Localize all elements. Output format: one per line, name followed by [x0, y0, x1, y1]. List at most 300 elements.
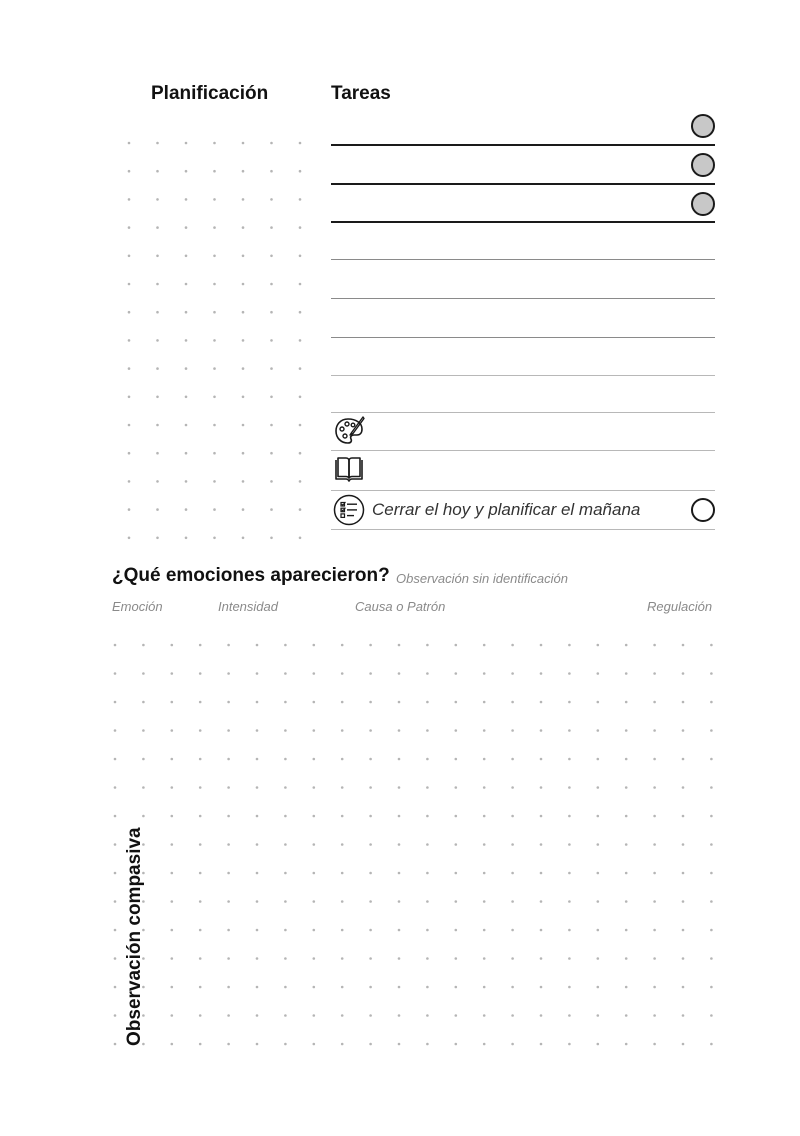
- grid-dot: [299, 480, 302, 483]
- grid-dot: [625, 758, 628, 761]
- grid-dot: [213, 508, 216, 511]
- grid-dot: [653, 729, 656, 732]
- grid-dot: [270, 367, 273, 370]
- task-line-3[interactable]: [331, 221, 715, 223]
- grid-dot: [284, 900, 287, 903]
- grid-dot: [483, 758, 486, 761]
- task-line-11[interactable]: [331, 529, 715, 530]
- grid-dot: [682, 1043, 685, 1046]
- grid-dot: [185, 283, 188, 286]
- grid-dot: [128, 339, 131, 342]
- grid-dot: [142, 786, 145, 789]
- task-checkbox-2[interactable]: [691, 153, 715, 177]
- grid-dot: [568, 957, 571, 960]
- grid-dot: [185, 396, 188, 399]
- grid-dot: [341, 986, 344, 989]
- grid-dot: [171, 1043, 174, 1046]
- grid-dot: [270, 311, 273, 314]
- grid-dot: [213, 142, 216, 145]
- grid-dot: [597, 872, 600, 875]
- grid-dot: [597, 1014, 600, 1017]
- grid-dot: [682, 729, 685, 732]
- grid-dot: [710, 701, 713, 704]
- task-line-9[interactable]: [331, 450, 715, 451]
- grid-dot: [710, 672, 713, 675]
- grid-dot: [227, 900, 230, 903]
- grid-dot: [710, 872, 713, 875]
- grid-dot: [682, 815, 685, 818]
- grid-dot: [597, 900, 600, 903]
- grid-dot: [114, 986, 117, 989]
- task-line-4[interactable]: [331, 259, 715, 260]
- grid-dot: [128, 480, 131, 483]
- grid-dot: [710, 758, 713, 761]
- grid-dot: [313, 1014, 316, 1017]
- grid-dot: [299, 508, 302, 511]
- grid-dot: [369, 900, 372, 903]
- grid-dot: [455, 1043, 458, 1046]
- grid-dot: [540, 929, 543, 932]
- grid-dot: [511, 786, 514, 789]
- grid-dot: [625, 872, 628, 875]
- grid-dot: [114, 872, 117, 875]
- grid-dot: [483, 957, 486, 960]
- grid-dot: [242, 226, 245, 229]
- grid-dot: [299, 396, 302, 399]
- grid-dot: [284, 729, 287, 732]
- grid-dot: [242, 508, 245, 511]
- grid-dot: [171, 644, 174, 647]
- grid-dot: [625, 1014, 628, 1017]
- grid-dot: [156, 424, 159, 427]
- grid-dot: [142, 815, 145, 818]
- grid-dot: [369, 701, 372, 704]
- grid-dot: [256, 672, 259, 675]
- grid-dot: [625, 644, 628, 647]
- grid-dot: [426, 843, 429, 846]
- grid-dot: [341, 1014, 344, 1017]
- grid-dot: [426, 815, 429, 818]
- grid-dot: [299, 452, 302, 455]
- grid-dot: [171, 815, 174, 818]
- grid-dot: [256, 701, 259, 704]
- grid-dot: [156, 508, 159, 511]
- grid-dot: [369, 644, 372, 647]
- grid-dot: [455, 957, 458, 960]
- grid-dot: [242, 396, 245, 399]
- grid-dot: [568, 986, 571, 989]
- grid-dot: [313, 986, 316, 989]
- grid-dot: [114, 1014, 117, 1017]
- grid-dot: [511, 729, 514, 732]
- grid-dot: [426, 1014, 429, 1017]
- grid-dot: [426, 701, 429, 704]
- grid-dot: [398, 729, 401, 732]
- grid-dot: [313, 786, 316, 789]
- grid-dot: [114, 843, 117, 846]
- grid-dot: [142, 729, 145, 732]
- grid-dot: [653, 929, 656, 932]
- grid-dot: [185, 255, 188, 258]
- grid-dot: [682, 900, 685, 903]
- grid-dot: [511, 758, 514, 761]
- grid-dot: [199, 672, 202, 675]
- compassion-title: Observación compasiva: [124, 827, 145, 1046]
- grid-dot: [270, 255, 273, 258]
- grid-dot: [284, 1043, 287, 1046]
- grid-dot: [114, 957, 117, 960]
- grid-dot: [455, 786, 458, 789]
- grid-dot: [242, 367, 245, 370]
- grid-dot: [114, 815, 117, 818]
- grid-dot: [185, 508, 188, 511]
- grid-dot: [227, 758, 230, 761]
- task-checkbox-3[interactable]: [691, 192, 715, 216]
- grid-dot: [171, 1014, 174, 1017]
- grid-dot: [398, 957, 401, 960]
- grid-dot: [256, 986, 259, 989]
- grid-dot: [455, 1014, 458, 1017]
- grid-dot: [313, 729, 316, 732]
- grid-dot: [398, 986, 401, 989]
- grid-dot: [455, 815, 458, 818]
- grid-dot: [256, 786, 259, 789]
- grid-dot: [142, 701, 145, 704]
- grid-dot: [114, 644, 117, 647]
- grid-dot: [483, 843, 486, 846]
- grid-dot: [171, 929, 174, 932]
- grid-dot: [426, 900, 429, 903]
- grid-dot: [284, 701, 287, 704]
- grid-dot: [341, 644, 344, 647]
- grid-dot: [341, 758, 344, 761]
- grid-dot: [483, 701, 486, 704]
- grid-dot: [242, 424, 245, 427]
- grid-dot: [597, 1043, 600, 1046]
- grid-dot: [199, 644, 202, 647]
- emotion-dot-grid: [100, 630, 730, 1060]
- grid-dot: [270, 170, 273, 173]
- grid-dot: [242, 283, 245, 286]
- grid-dot: [256, 929, 259, 932]
- grid-dot: [341, 701, 344, 704]
- planning-title: Planificación: [151, 83, 269, 104]
- grid-dot: [299, 283, 302, 286]
- grid-dot: [313, 758, 316, 761]
- grid-dot: [625, 957, 628, 960]
- grid-dot: [653, 786, 656, 789]
- grid-dot: [242, 339, 245, 342]
- grid-dot: [256, 957, 259, 960]
- grid-dot: [710, 986, 713, 989]
- grid-dot: [227, 1014, 230, 1017]
- grid-dot: [156, 283, 159, 286]
- grid-dot: [710, 786, 713, 789]
- grid-dot: [369, 929, 372, 932]
- grid-dot: [511, 957, 514, 960]
- grid-dot: [398, 644, 401, 647]
- grid-dot: [710, 815, 713, 818]
- grid-dot: [511, 872, 514, 875]
- grid-dot: [156, 480, 159, 483]
- grid-dot: [682, 957, 685, 960]
- grid-dot: [199, 872, 202, 875]
- grid-dot: [185, 339, 188, 342]
- grid-dot: [284, 672, 287, 675]
- grid-dot: [156, 396, 159, 399]
- grid-dot: [114, 758, 117, 761]
- grid-dot: [511, 900, 514, 903]
- grid-dot: [625, 900, 628, 903]
- grid-dot: [227, 729, 230, 732]
- grid-dot: [540, 986, 543, 989]
- grid-dot: [455, 872, 458, 875]
- grid-dot: [540, 786, 543, 789]
- grid-dot: [128, 170, 131, 173]
- grid-dot: [114, 672, 117, 675]
- grid-dot: [455, 729, 458, 732]
- grid-dot: [242, 142, 245, 145]
- grid-dot: [682, 644, 685, 647]
- grid-dot: [540, 758, 543, 761]
- grid-dot: [710, 729, 713, 732]
- grid-dot: [171, 758, 174, 761]
- planning-dot-grid: [116, 132, 316, 552]
- grid-dot: [156, 255, 159, 258]
- grid-dot: [568, 929, 571, 932]
- grid-dot: [128, 255, 131, 258]
- grid-dot: [227, 701, 230, 704]
- grid-dot: [227, 815, 230, 818]
- grid-dot: [426, 644, 429, 647]
- grid-dot: [398, 672, 401, 675]
- grid-dot: [242, 198, 245, 201]
- grid-dot: [213, 198, 216, 201]
- grid-dot: [299, 424, 302, 427]
- grid-dot: [682, 872, 685, 875]
- grid-dot: [242, 452, 245, 455]
- grid-dot: [426, 758, 429, 761]
- palette-icon: [333, 415, 365, 447]
- grid-dot: [171, 786, 174, 789]
- grid-dot: [171, 701, 174, 704]
- grid-dot: [625, 929, 628, 932]
- grid-dot: [227, 843, 230, 846]
- grid-dot: [455, 758, 458, 761]
- grid-dot: [483, 815, 486, 818]
- grid-dot: [199, 957, 202, 960]
- grid-dot: [426, 929, 429, 932]
- grid-dot: [242, 170, 245, 173]
- grid-dot: [653, 986, 656, 989]
- grid-dot: [341, 1043, 344, 1046]
- close-day-checkbox[interactable]: [691, 498, 715, 522]
- emotions-title: ¿Qué emociones aparecieron?: [112, 565, 390, 586]
- grid-dot: [483, 672, 486, 675]
- grid-dot: [597, 786, 600, 789]
- col-header-regulation: Regulación: [647, 599, 713, 614]
- grid-dot: [625, 815, 628, 818]
- grid-dot: [455, 701, 458, 704]
- grid-dot: [128, 452, 131, 455]
- grid-dot: [284, 929, 287, 932]
- grid-dot: [341, 929, 344, 932]
- grid-dot: [270, 480, 273, 483]
- grid-dot: [213, 283, 216, 286]
- grid-dot: [682, 786, 685, 789]
- grid-dot: [185, 480, 188, 483]
- grid-dot: [185, 367, 188, 370]
- grid-dot: [511, 1043, 514, 1046]
- grid-dot: [369, 815, 372, 818]
- task-line-7[interactable]: [331, 375, 715, 376]
- grid-dot: [540, 672, 543, 675]
- grid-dot: [597, 815, 600, 818]
- grid-dot: [128, 283, 131, 286]
- grid-dot: [256, 1014, 259, 1017]
- grid-dot: [199, 786, 202, 789]
- grid-dot: [313, 929, 316, 932]
- grid-dot: [369, 843, 372, 846]
- col-header-cause: Causa o Patrón: [355, 599, 446, 614]
- grid-dot: [511, 644, 514, 647]
- grid-dot: [540, 1043, 543, 1046]
- grid-dot: [171, 729, 174, 732]
- grid-dot: [156, 226, 159, 229]
- grid-dot: [568, 1043, 571, 1046]
- task-checkbox-1[interactable]: [691, 114, 715, 138]
- grid-dot: [256, 758, 259, 761]
- grid-dot: [270, 537, 273, 540]
- grid-dot: [483, 872, 486, 875]
- task-line-10[interactable]: [331, 490, 715, 491]
- grid-dot: [710, 644, 713, 647]
- grid-dot: [156, 537, 159, 540]
- col-header-emotion: Emoción: [112, 599, 163, 614]
- grid-dot: [284, 957, 287, 960]
- grid-dot: [710, 929, 713, 932]
- grid-dot: [128, 537, 131, 540]
- grid-dot: [313, 957, 316, 960]
- grid-dot: [313, 872, 316, 875]
- grid-dot: [369, 957, 372, 960]
- grid-dot: [213, 424, 216, 427]
- grid-dot: [625, 843, 628, 846]
- grid-dot: [511, 701, 514, 704]
- grid-dot: [540, 1014, 543, 1017]
- grid-dot: [185, 537, 188, 540]
- grid-dot: [284, 758, 287, 761]
- grid-dot: [227, 986, 230, 989]
- grid-dot: [369, 729, 372, 732]
- grid-dot: [426, 872, 429, 875]
- task-line-8[interactable]: [331, 412, 715, 413]
- checklist-icon: [333, 494, 365, 526]
- grid-dot: [426, 1043, 429, 1046]
- grid-dot: [299, 537, 302, 540]
- grid-dot: [341, 872, 344, 875]
- task-line-5[interactable]: [331, 298, 715, 299]
- grid-dot: [256, 644, 259, 647]
- grid-dot: [398, 758, 401, 761]
- grid-dot: [227, 957, 230, 960]
- grid-dot: [369, 1014, 372, 1017]
- grid-dot: [597, 701, 600, 704]
- grid-dot: [213, 339, 216, 342]
- grid-dot: [185, 311, 188, 314]
- task-line-1[interactable]: [331, 144, 715, 146]
- grid-dot: [511, 986, 514, 989]
- task-line-6[interactable]: [331, 337, 715, 338]
- emotions-subtitle: Observación sin identificación: [396, 571, 568, 586]
- grid-dot: [171, 672, 174, 675]
- grid-dot: [597, 729, 600, 732]
- grid-dot: [213, 311, 216, 314]
- grid-dot: [568, 786, 571, 789]
- grid-dot: [128, 142, 131, 145]
- grid-dot: [682, 986, 685, 989]
- grid-dot: [426, 729, 429, 732]
- grid-dot: [270, 508, 273, 511]
- grid-dot: [171, 957, 174, 960]
- grid-dot: [185, 170, 188, 173]
- grid-dot: [256, 900, 259, 903]
- grid-dot: [710, 1043, 713, 1046]
- grid-dot: [299, 339, 302, 342]
- grid-dot: [426, 986, 429, 989]
- grid-dot: [625, 986, 628, 989]
- grid-dot: [299, 170, 302, 173]
- col-header-intensity: Intensidad: [218, 599, 278, 614]
- grid-dot: [455, 644, 458, 647]
- grid-dot: [398, 701, 401, 704]
- grid-dot: [653, 1014, 656, 1017]
- grid-dot: [199, 701, 202, 704]
- grid-dot: [299, 311, 302, 314]
- grid-dot: [156, 452, 159, 455]
- grid-dot: [597, 843, 600, 846]
- grid-dot: [256, 872, 259, 875]
- grid-dot: [270, 339, 273, 342]
- grid-dot: [242, 537, 245, 540]
- grid-dot: [313, 1043, 316, 1046]
- grid-dot: [142, 672, 145, 675]
- grid-dot: [227, 872, 230, 875]
- grid-dot: [511, 843, 514, 846]
- grid-dot: [171, 872, 174, 875]
- grid-dot: [426, 672, 429, 675]
- grid-dot: [128, 198, 131, 201]
- grid-dot: [270, 226, 273, 229]
- grid-dot: [540, 644, 543, 647]
- grid-dot: [540, 900, 543, 903]
- grid-dot: [128, 226, 131, 229]
- grid-dot: [369, 1043, 372, 1046]
- grid-dot: [270, 142, 273, 145]
- grid-dot: [455, 900, 458, 903]
- grid-dot: [142, 644, 145, 647]
- grid-dot: [625, 729, 628, 732]
- grid-dot: [341, 843, 344, 846]
- grid-dot: [227, 672, 230, 675]
- grid-dot: [483, 1043, 486, 1046]
- grid-dot: [284, 786, 287, 789]
- grid-dot: [213, 255, 216, 258]
- tasks-title: Tareas: [331, 83, 391, 104]
- task-line-2[interactable]: [331, 183, 715, 185]
- grid-dot: [142, 758, 145, 761]
- grid-dot: [540, 843, 543, 846]
